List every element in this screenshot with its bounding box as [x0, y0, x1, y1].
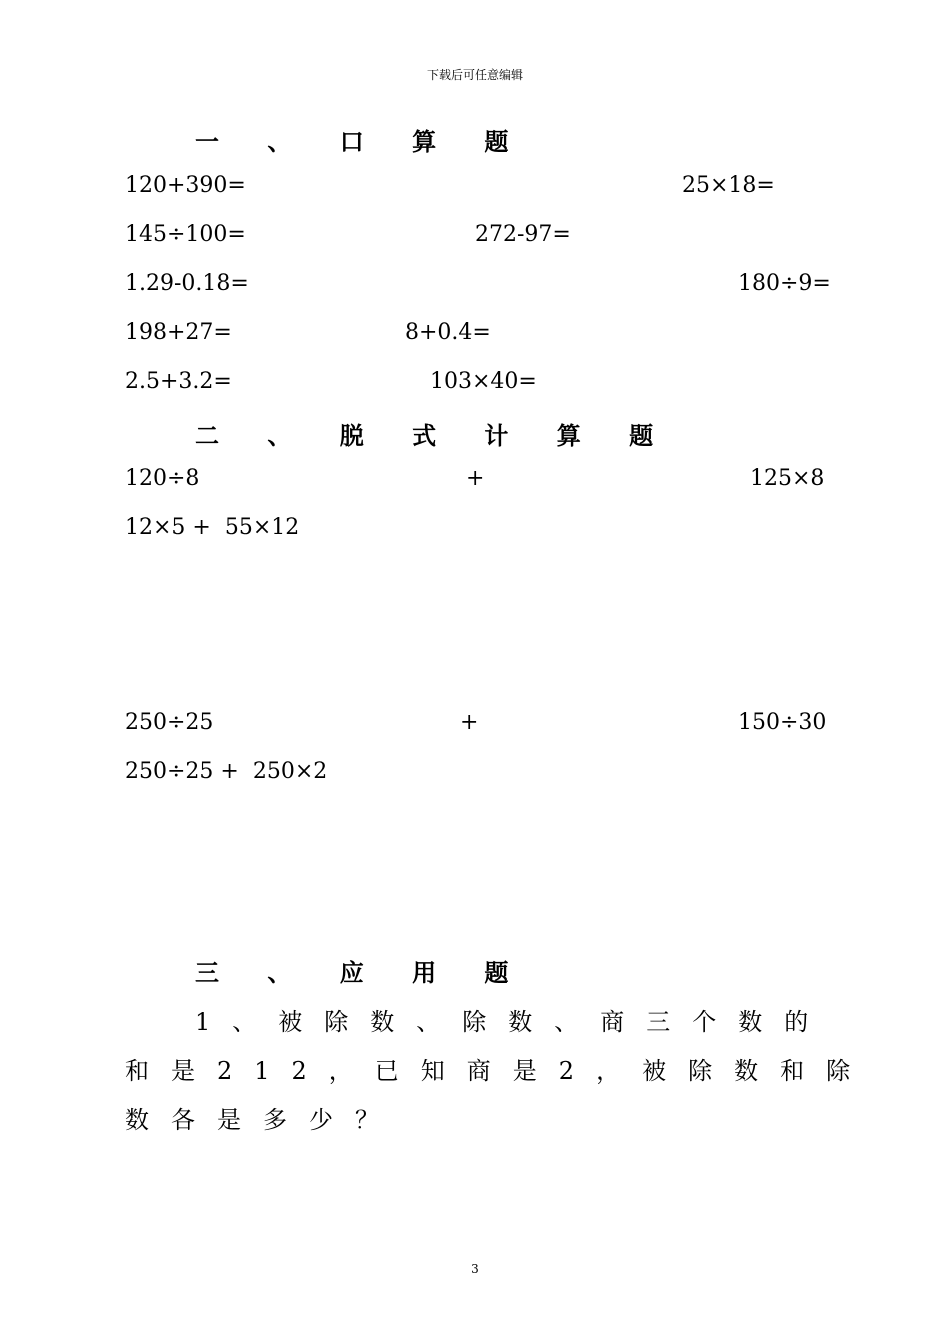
oral-q5: 1.29-0.18= — [125, 271, 249, 296]
word-problem-line2: 和是212，已知商是2，被除数和除 — [125, 1057, 873, 1085]
word-problem-line3: 数各是多少？ — [125, 1106, 401, 1134]
section2-title: 二 、 脱 式 计 算 题 — [195, 422, 674, 450]
calc1-right: 125×8 — [750, 466, 825, 491]
oral-q4: 272-97= — [475, 222, 571, 247]
oral-q7: 198+27= — [125, 320, 232, 345]
oral-q8: 8+0.4= — [405, 320, 491, 345]
section3-title: 三 、 应 用 题 — [195, 959, 529, 987]
page-header: 下载后可任意编辑 — [426, 68, 523, 82]
calc2-line2: 250÷25 + 250×2 — [125, 759, 328, 784]
calc2-left: 250÷25 — [125, 710, 214, 735]
calc2-plus: + — [460, 710, 479, 735]
section1-title: 一 、 口 算 题 — [195, 128, 529, 156]
calc1-left: 120÷8 — [125, 466, 200, 491]
calc2-right: 150÷30 — [738, 710, 827, 735]
oral-q1: 120+390= — [125, 173, 246, 198]
oral-q6: 180÷9= — [738, 271, 831, 296]
oral-q2: 25×18= — [682, 173, 775, 198]
calc1-plus: + — [466, 466, 485, 491]
oral-q10: 103×40= — [430, 369, 537, 394]
word-problem-line1: 1、被除数、除数、商三个数的 — [195, 1008, 831, 1036]
oral-q9: 2.5+3.2= — [125, 369, 232, 394]
calc1-line2: 12×5 + 55×12 — [125, 515, 300, 540]
page-number: 3 — [471, 1262, 479, 1276]
oral-q3: 145÷100= — [125, 222, 246, 247]
